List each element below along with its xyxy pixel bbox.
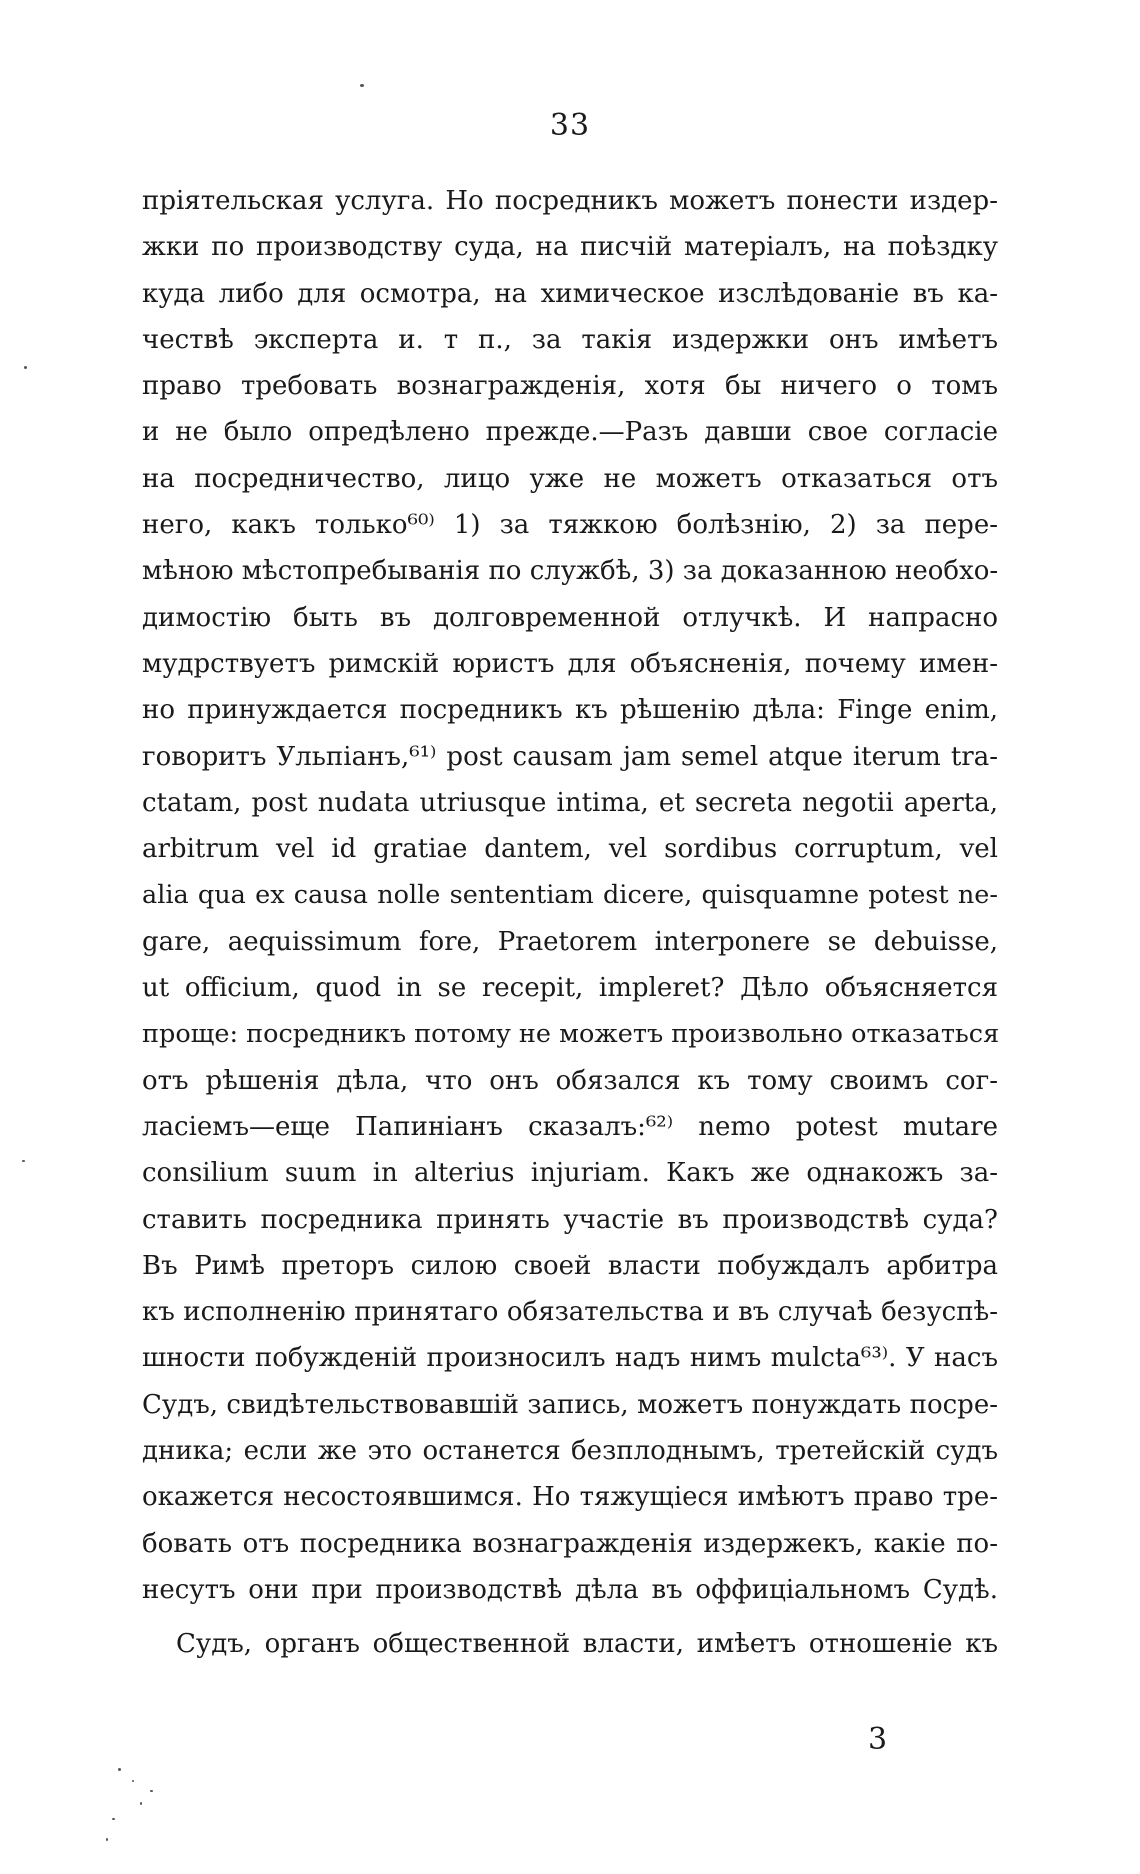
scan-speck — [150, 1790, 153, 1792]
text-line: но принуждается посредникъ къ рѣшенію дѣла: Finge enim, — [142, 695, 998, 726]
page-number: 33 — [549, 108, 591, 143]
scan-speck — [24, 366, 27, 369]
text-line: проще: посредникъ потому не можетъ произвольно отказаться — [142, 1019, 1000, 1050]
signature-mark: 3 — [868, 1722, 888, 1757]
text-line: ставить посредника принять участіе въ производствѣ суда? — [142, 1204, 998, 1235]
text-line: ласіемъ—еще Папиніанъ сказалъ:⁶²⁾ nemo potest mutare — [142, 1111, 998, 1142]
paragraph-1 — [142, 178, 998, 1613]
scan-speck — [140, 1802, 142, 1805]
text-line: право требовать вознагражденія, хотя бы ничего о томъ — [142, 371, 998, 402]
scan-speck — [118, 1768, 121, 1771]
text-line: окажется несостоявшимся. Но тяжущіеся имѣютъ право тре- — [142, 1482, 998, 1513]
text-line: ctatam, post nudata utriusque intima, et secreta negotii aperta, — [142, 787, 998, 818]
text-line: мудрствуетъ римскій юристъ для объясненія, почему имен- — [142, 648, 998, 679]
scan-speck — [132, 1780, 134, 1782]
text-line: отъ рѣшенія дѣла, что онъ обязался къ тому своимъ сог- — [142, 1065, 998, 1096]
paragraph-2 — [142, 1621, 998, 1667]
scan-speck — [22, 1160, 25, 1162]
text-line: Въ Римѣ преторъ силою своей власти побуждалъ арбитра — [142, 1250, 998, 1281]
text-line: arbitrum vel id gratiae dantem, vel sordibus corruptum, vel — [142, 834, 998, 865]
text-line: мѣною мѣстопребыванія по службѣ, 3) за доказанною необхо- — [142, 556, 999, 587]
text-line: alia qua ex causa nolle sententiam dicere, quisquamne potest ne- — [142, 880, 998, 911]
text-line: consilium suum in alterius injuriam. Какъ же однакожъ за- — [142, 1158, 998, 1189]
scan-speck — [360, 84, 364, 87]
text-line: и не было опредѣлено прежде.—Разъ давши свое согласіе — [142, 417, 998, 448]
text-line: gare, aequissimum fore, Praetorem interponere se debuisse, — [142, 926, 998, 957]
text-line: ut officium, quod in se recepit, impleret? Дѣло объясняется — [142, 973, 998, 1004]
text-line: къ исполненію принятаго обязательства и въ случаѣ безуспѣ- — [142, 1297, 998, 1328]
text-line: на посредничество, лицо уже не можетъ отказаться отъ — [142, 463, 998, 494]
text-line: него, какъ только⁶⁰⁾ 1) за тяжкою болѣзнію, 2) за пере- — [142, 510, 998, 541]
text-line: несутъ они при производствѣ дѣла въ оффиціальномъ Судѣ. — [142, 1574, 998, 1605]
text-line: чествѣ эксперта и. т п., за такія издержки онъ имѣетъ — [142, 324, 998, 355]
text-line: дника; если же это останется безплоднымъ, третейскій судъ — [142, 1436, 998, 1467]
text-line: куда либо для осмотра, на химическое изслѣдованіе въ ка- — [142, 278, 998, 309]
text-line: Судъ, свидѣтельствовавшій запись, можетъ понуждать посре- — [142, 1389, 998, 1420]
text-line: говоритъ Ульпіанъ,⁶¹⁾ post causam jam semel atque iterum tra- — [142, 741, 998, 772]
text-line: жки по производству суда, на писчій матеріалъ, на поѣздку — [142, 232, 998, 263]
scan-speck — [106, 1838, 108, 1841]
paragraph-gap — [142, 1613, 998, 1621]
text-line: пріятельская услуга. Но посредникъ можетъ понести издер- — [142, 186, 998, 216]
scan-speck — [112, 1818, 115, 1820]
text-line: Судъ, органъ общественной власти, имѣетъ отношеніе къ — [176, 1629, 998, 1660]
text-line: бовать отъ посредника вознагражденія издержекъ, какіе по- — [142, 1528, 998, 1559]
page-text — [142, 178, 998, 1668]
text-line: димостію быть въ долговременной отлучкѣ. И напрасно — [142, 602, 998, 633]
text-line: шности побужденій произносилъ надъ нимъ mulcta⁶³⁾. У насъ — [142, 1343, 998, 1374]
